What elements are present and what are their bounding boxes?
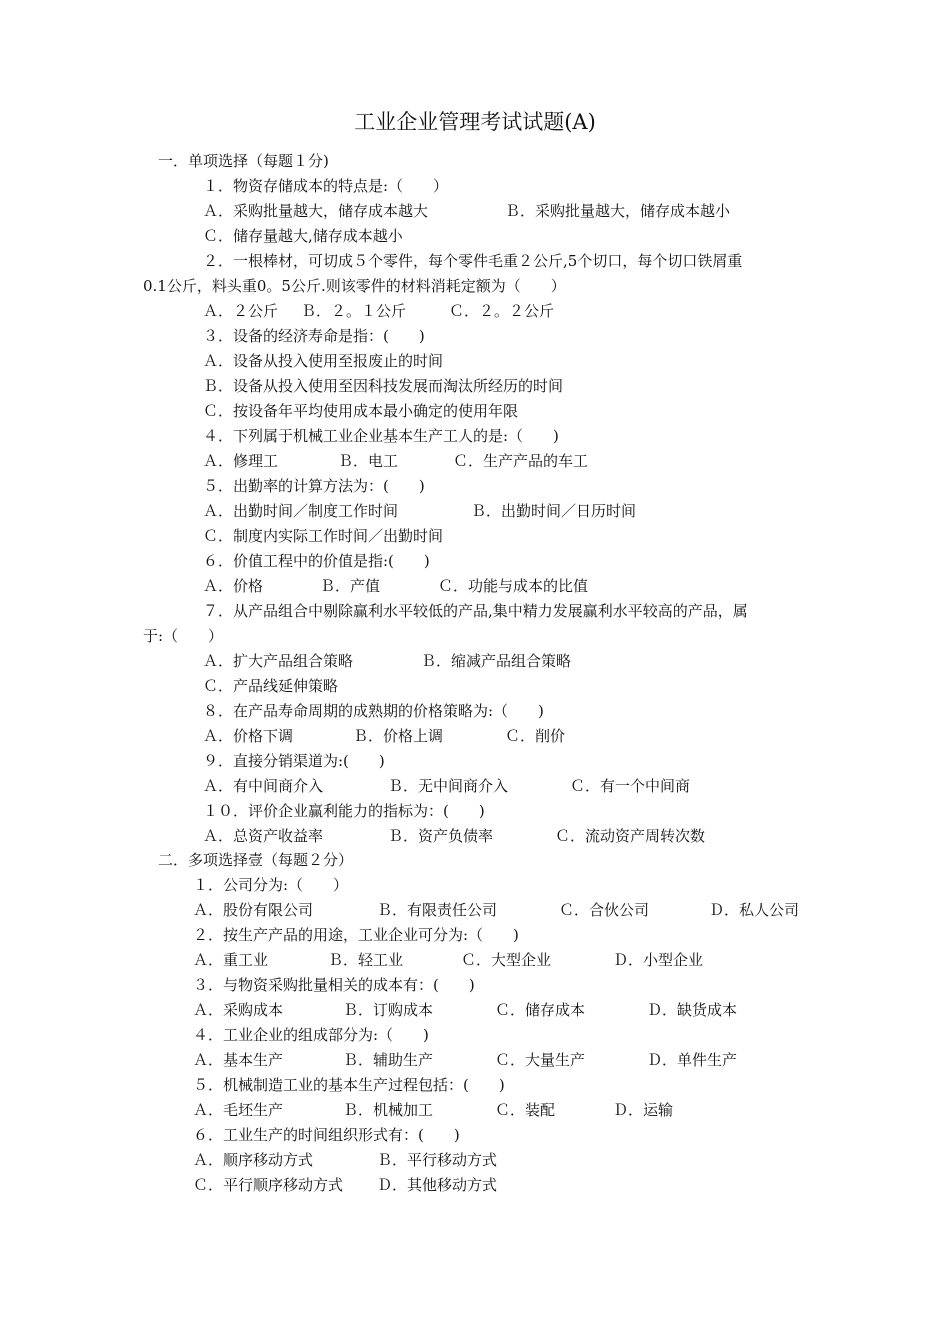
question-stem: １．物资存储成本的特点是:（ ） [203, 177, 449, 195]
question-stem: ３．与物资采购批量相关的成本有：( ) [193, 976, 475, 994]
question-stem-continued: 0.1公斤，料头重0。5公斤.则该零件的材料消耗定额为（ ） [143, 277, 566, 295]
option-a: Ａ．采购成本 [193, 1001, 284, 1019]
option-d: Ｄ．运输 [613, 1101, 674, 1119]
question-stem: ２．按生产产品的用途，工业企业可分为:（ ) [193, 926, 519, 944]
option-c: Ｃ．装配 [495, 1101, 556, 1119]
option-b: Ｂ．轻工业 [328, 951, 404, 969]
option-b: Ｂ．缩减产品组合策略 [421, 652, 572, 670]
option-b: Ｂ．辅助生产 [343, 1051, 434, 1069]
option-c: Ｃ．大型企业 [461, 951, 552, 969]
question-stem: ３．设备的经济寿命是指：( ) [203, 327, 425, 345]
question-stem-continued: 于:（ ） [143, 627, 224, 645]
option-c: Ｃ．储存量越大,储存成本越小 [203, 227, 403, 245]
option-a: Ａ．顺序移动方式 [193, 1151, 314, 1169]
option-b: Ｂ．平行移动方式 [377, 1151, 498, 1169]
option-b: Ｂ．电工 [338, 452, 399, 470]
option-d: Ｄ．缺货成本 [647, 1001, 738, 1019]
option-d: Ｄ．其他移动方式 [377, 1176, 498, 1194]
option-c: Ｃ．产品线延伸策略 [203, 677, 339, 695]
option-a: Ａ．价格 [203, 577, 264, 595]
option-a: Ａ．股份有限公司 [193, 901, 314, 919]
option-c: Ｃ．削价 [505, 727, 566, 745]
question-stem: ６．价值工程中的价值是指:( ) [203, 552, 430, 570]
question-stem: ９．直接分销渠道为:( ) [203, 752, 385, 770]
option-b: Ｂ．有限责任公司 [377, 901, 498, 919]
section-heading-single-choice: 一．单项选择（每题１分) [158, 152, 329, 170]
option-b: Ｂ．无中间商介入 [388, 777, 509, 795]
question-stem: ５．机械制造工业的基本生产过程包括：( ) [193, 1076, 505, 1094]
option-a: Ａ．出勤时间／制度工作时间 [203, 502, 399, 520]
question-stem: ４．工业企业的组成部分为:（ ) [193, 1026, 429, 1044]
option-b: Ｂ．设备从投入使用至因科技发展而淘汰所经历的时间 [203, 377, 564, 395]
question-stem: ２．一根棒材，可切成５个零件，每个零件毛重２公斤,5个切口，每个切口铁屑重 [203, 252, 743, 270]
option-b: Ｂ．采购批量越大，储存成本越小 [505, 202, 731, 220]
option-b: Ｂ．２。１公斤 [301, 302, 407, 320]
option-a: Ａ．价格下调 [203, 727, 294, 745]
question-stem: ８．在产品寿命周期的成熟期的价格策略为:（ ) [203, 702, 544, 720]
option-c: Ｃ．有一个中间商 [570, 777, 691, 795]
option-a: Ａ．基本生产 [193, 1051, 284, 1069]
option-a: Ａ．设备从投入使用至报废止的时间 [203, 352, 444, 370]
option-c: Ｃ．储存成本 [495, 1001, 586, 1019]
option-a: Ａ．２公斤 [203, 302, 279, 320]
question-stem: １０．评价企业赢利能力的指标为：( ) [203, 802, 485, 820]
question-stem: ７．从产品组合中剔除赢利水平较低的产品,集中精力发展赢利水平较高的产品，属 [203, 602, 748, 620]
option-c: Ｃ．合伙公司 [559, 901, 650, 919]
option-c: Ｃ．生产产品的车工 [453, 452, 589, 470]
option-b: Ｂ．出勤时间／日历时间 [471, 502, 637, 520]
option-d: Ｄ．单件生产 [647, 1051, 738, 1069]
option-b: Ｂ．产值 [320, 577, 381, 595]
option-b: Ｂ．价格上调 [353, 727, 444, 745]
option-a: Ａ．毛坯生产 [193, 1101, 284, 1119]
option-a: Ａ．重工业 [193, 951, 269, 969]
option-c: Ｃ．按设备年平均使用成本最小确定的使用年限 [203, 402, 519, 420]
option-a: Ａ．扩大产品组合策略 [203, 652, 354, 670]
option-b: Ｂ．资产负债率 [388, 827, 494, 845]
option-c: Ｃ．大量生产 [495, 1051, 586, 1069]
option-b: Ｂ．订购成本 [343, 1001, 434, 1019]
option-c: Ｃ．流动资产周转次数 [555, 827, 706, 845]
option-a: Ａ．修理工 [203, 452, 279, 470]
option-d: Ｄ．私人公司 [709, 901, 800, 919]
option-c: Ｃ．制度内实际工作时间／出勤时间 [203, 527, 444, 545]
option-a: Ａ．总资产收益率 [203, 827, 324, 845]
option-c: Ｃ．２。２公斤 [449, 302, 555, 320]
exam-title: 工业企业管理考试试题(A) [354, 110, 596, 134]
question-stem: ６．工业生产的时间组织形式有：( ) [193, 1126, 460, 1144]
option-c: Ｃ．平行顺序移动方式 [193, 1176, 344, 1194]
option-c: Ｃ．功能与成本的比值 [438, 577, 589, 595]
question-stem: ４．下列属于机械工业企业基本生产工人的是:（ ) [203, 427, 559, 445]
question-stem: ５．出勤率的计算方法为：( ) [203, 477, 425, 495]
option-d: Ｄ．小型企业 [613, 951, 704, 969]
section-heading-multiple-choice: 二．多项选择壹（每题２分） [158, 851, 354, 869]
question-stem: １．公司分为:（ ） [193, 876, 349, 894]
option-a: Ａ．有中间商介入 [203, 777, 324, 795]
option-b: Ｂ．机械加工 [343, 1101, 434, 1119]
option-a: Ａ．采购批量越大，储存成本越大 [203, 202, 429, 220]
